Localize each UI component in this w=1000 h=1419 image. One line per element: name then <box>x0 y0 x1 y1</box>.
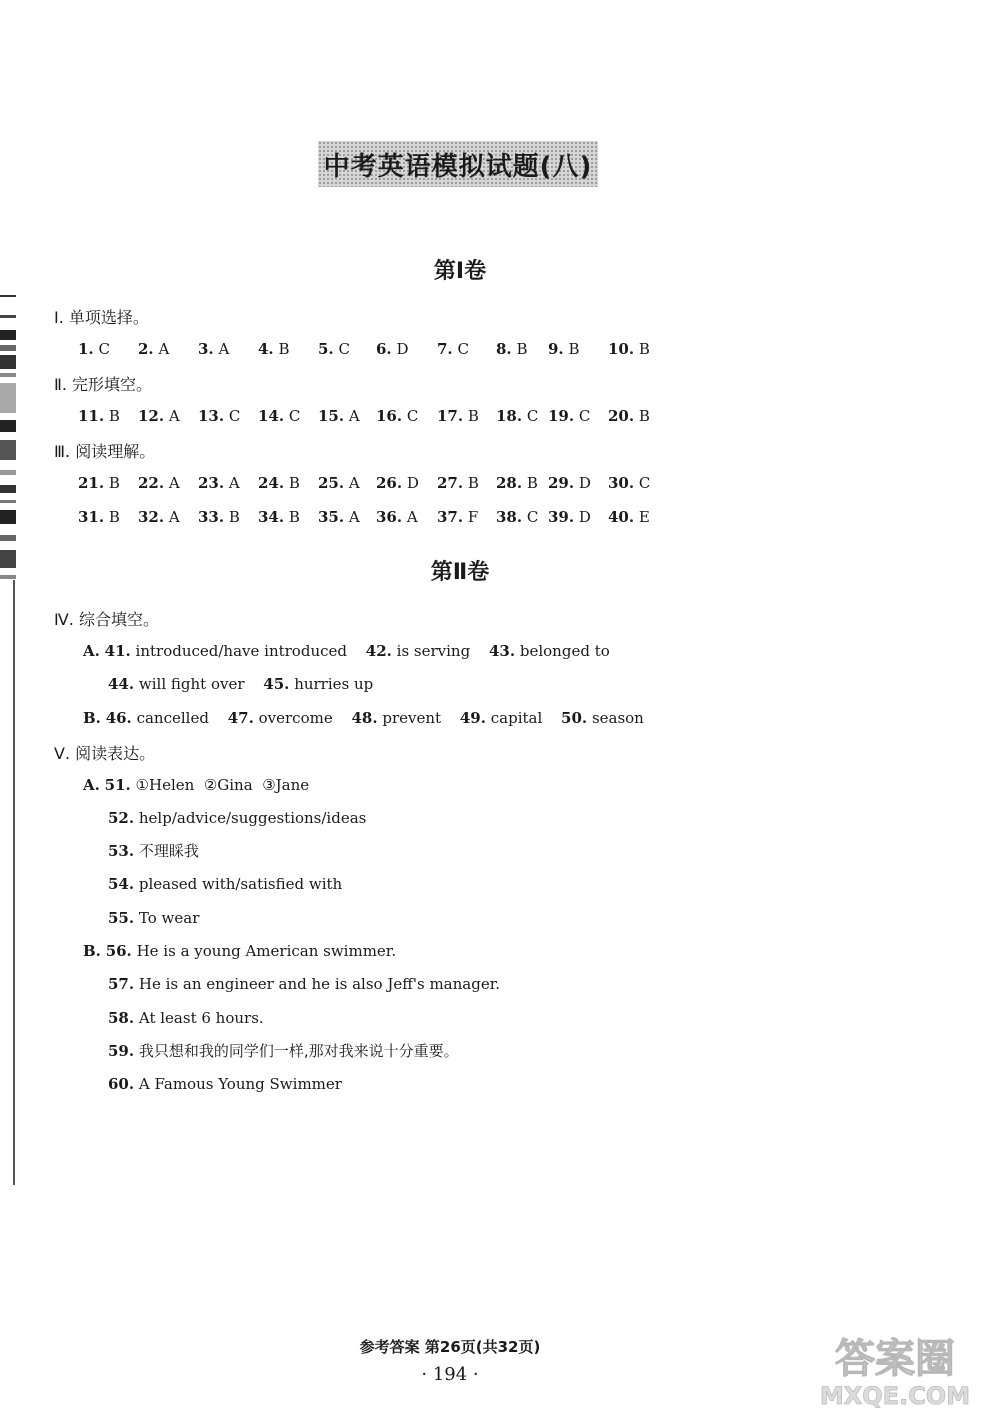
part2-heading: 第Ⅱ卷 <box>430 560 490 585</box>
question-number: 20. <box>608 407 635 425</box>
q47-answer: overcome <box>258 709 333 727</box>
section-4-heading: Ⅳ. 综合填空。 <box>54 610 159 629</box>
scan-edge-line <box>13 580 15 1185</box>
question-number: 39. <box>548 508 575 526</box>
express-line-53 <box>108 840 199 862</box>
q57-number: 57. <box>108 975 135 993</box>
answer-item <box>318 472 360 494</box>
answer-item <box>437 405 479 427</box>
answer-letter: A <box>348 407 360 425</box>
q52-answer: help/advice/suggestions/ideas <box>138 809 367 827</box>
answer-item <box>318 338 350 360</box>
answer-letter: A <box>348 474 360 492</box>
answer-letter: C <box>228 407 241 425</box>
answer-item <box>437 472 479 494</box>
question-number: 14. <box>258 407 285 425</box>
answer-letter: B <box>467 407 479 425</box>
express-line-57 <box>108 973 500 995</box>
q60-number: 60. <box>108 1075 135 1093</box>
question-number: 31. <box>78 508 105 526</box>
express-line-55 <box>108 907 199 929</box>
answer-item <box>548 472 591 494</box>
q43-number: 43. <box>488 642 516 660</box>
answer-letter: C <box>526 407 539 425</box>
question-number: 11. <box>78 407 105 425</box>
answer-letter: C <box>406 407 419 425</box>
q51-answer: ①Helen ②Gina ③Jane <box>135 776 310 794</box>
answer-item <box>548 506 591 528</box>
question-number: 26. <box>376 474 403 492</box>
express-line-54 <box>108 873 342 895</box>
answer-letter: B <box>526 474 538 492</box>
answer-item <box>138 405 180 427</box>
answer-letter: B <box>228 508 240 526</box>
answer-item <box>608 338 650 360</box>
answer-letter: A <box>218 340 230 358</box>
q58-number: 58. <box>108 1009 135 1027</box>
q56-number: 56. <box>105 942 132 960</box>
q45-number: 45. <box>263 675 290 693</box>
question-number: 27. <box>437 474 464 492</box>
watermark-logo <box>800 1320 990 1410</box>
question-number: 29. <box>548 474 575 492</box>
question-number: 17. <box>437 407 464 425</box>
answer-letter: C <box>457 340 469 358</box>
question-number: 21. <box>78 474 105 492</box>
q58-answer: At least 6 hours. <box>138 1009 264 1027</box>
q47-number: 47. <box>227 709 254 727</box>
question-number: 4. <box>258 340 274 358</box>
section-5-heading: Ⅴ. 阅读表达。 <box>54 744 156 763</box>
answer-letter: B <box>288 474 300 492</box>
question-number: 28. <box>496 474 523 492</box>
q44-number: 44. <box>108 675 135 693</box>
q46-answer: cancelled <box>136 709 209 727</box>
answer-item <box>138 472 180 494</box>
section-1-heading: Ⅰ. 单项选择。 <box>54 308 149 327</box>
question-number: 13. <box>198 407 225 425</box>
q50-answer: season <box>591 709 644 727</box>
answer-letter: C <box>288 407 301 425</box>
answer-letter: B <box>108 474 120 492</box>
answer-item <box>78 405 120 427</box>
answer-letter: B <box>288 508 300 526</box>
answer-letter: B <box>278 340 290 358</box>
express-line-51 <box>83 774 309 796</box>
answer-letter: C <box>338 340 350 358</box>
answer-letter: F <box>467 508 479 526</box>
answer-letter: A <box>168 474 180 492</box>
q59-answer: 我只想和我的同学们一样,那对我来说十分重要。 <box>138 1042 459 1060</box>
answer-item <box>376 405 418 427</box>
question-number: 35. <box>318 508 345 526</box>
page-title: 中考英语模拟试题(八) <box>323 151 593 182</box>
q51-number: 51. <box>104 776 131 794</box>
answer-item <box>376 506 418 528</box>
answer-letter: D <box>578 474 591 492</box>
answer-item <box>138 338 169 360</box>
question-number: 34. <box>258 508 285 526</box>
q55-answer: To wear <box>138 909 200 927</box>
footer-reference: 参考答案 第26页(共32页) <box>359 1338 541 1356</box>
answer-item <box>78 506 120 528</box>
question-number: 18. <box>496 407 523 425</box>
question-number: 1. <box>78 340 94 358</box>
q44-answer: will fight over <box>138 675 245 693</box>
answer-item <box>608 506 650 528</box>
answer-letter: B <box>516 340 528 358</box>
answer-letter: D <box>406 474 419 492</box>
q56-answer: He is a young American swimmer. <box>136 942 397 960</box>
q49-number: 49. <box>459 709 486 727</box>
q52-number: 52. <box>108 809 135 827</box>
answer-letter: C <box>98 340 110 358</box>
answer-letter: B <box>108 407 120 425</box>
answer-letter: C <box>578 407 591 425</box>
answer-letter: A <box>168 407 180 425</box>
answer-item <box>258 506 300 528</box>
answer-letter: A <box>168 508 180 526</box>
answer-item <box>437 506 478 528</box>
question-number: 40. <box>608 508 635 526</box>
question-number: 23. <box>198 474 225 492</box>
answer-letter: B <box>638 407 650 425</box>
q48-number: 48. <box>351 709 378 727</box>
group-a-label: A. <box>83 642 100 660</box>
answer-item <box>496 338 527 360</box>
answer-item <box>318 506 360 528</box>
question-number: 6. <box>376 340 392 358</box>
q57-answer: He is an engineer and he is also Jeff's manager. <box>138 975 500 993</box>
q42-number: 42. <box>365 642 392 660</box>
answer-letter: B <box>108 508 120 526</box>
answer-letter: D <box>578 508 591 526</box>
scan-edge-marks <box>0 295 16 585</box>
express-group-b-label: B. <box>83 942 101 960</box>
answer-item <box>496 506 538 528</box>
answer-letter: B <box>467 474 479 492</box>
question-number: 19. <box>548 407 575 425</box>
answer-item <box>496 405 538 427</box>
answer-item <box>258 338 289 360</box>
question-number: 10. <box>608 340 635 358</box>
answer-letter: A <box>158 340 170 358</box>
fill-line-a1 <box>83 640 610 662</box>
question-number: 15. <box>318 407 345 425</box>
question-number: 38. <box>496 508 523 526</box>
q53-number: 53. <box>108 842 135 860</box>
q45-answer: hurries up <box>294 675 374 693</box>
answer-item <box>318 405 360 427</box>
question-number: 36. <box>376 508 403 526</box>
q41-answer: introduced/have introduced <box>135 642 347 660</box>
answer-letter: B <box>638 340 650 358</box>
q60-answer: A Famous Young Swimmer <box>138 1075 342 1093</box>
q54-answer: pleased with/satisfied with <box>138 875 343 893</box>
answer-item <box>198 506 240 528</box>
answer-item <box>548 338 579 360</box>
section-3-heading: Ⅲ. 阅读理解。 <box>54 442 156 461</box>
answer-item <box>198 338 229 360</box>
question-number: 37. <box>437 508 464 526</box>
q55-number: 55. <box>108 909 135 927</box>
answer-item <box>138 506 180 528</box>
q54-number: 54. <box>108 875 135 893</box>
q46-number: 46. <box>105 709 132 727</box>
express-line-59 <box>108 1040 459 1062</box>
q53-answer: 不理睬我 <box>138 842 199 860</box>
express-line-60 <box>108 1073 342 1095</box>
fill-line-a2 <box>108 673 373 695</box>
q42-answer: is serving <box>396 642 471 660</box>
watermark-text: 答案圈 <box>835 1336 955 1382</box>
express-line-58 <box>108 1007 264 1029</box>
answer-item <box>376 472 419 494</box>
answer-item <box>608 472 650 494</box>
answer-letter: A <box>406 508 418 526</box>
answer-letter: C <box>638 474 651 492</box>
part1-heading: 第Ⅰ卷 <box>433 259 487 284</box>
question-number: 3. <box>198 340 214 358</box>
question-number: 30. <box>608 474 635 492</box>
question-number: 12. <box>138 407 165 425</box>
question-number: 7. <box>437 340 453 358</box>
question-number: 16. <box>376 407 403 425</box>
group-b-label: B. <box>83 709 101 727</box>
question-number: 24. <box>258 474 285 492</box>
question-number: 5. <box>318 340 334 358</box>
answer-item <box>198 472 240 494</box>
answer-item <box>258 472 300 494</box>
q50-number: 50. <box>561 709 588 727</box>
answer-letter: A <box>348 508 360 526</box>
answer-item <box>78 338 110 360</box>
q48-answer: prevent <box>382 709 442 727</box>
answer-item <box>548 405 590 427</box>
answer-item <box>437 338 469 360</box>
question-number: 8. <box>496 340 512 358</box>
express-line-52 <box>108 807 366 829</box>
q43-answer: belonged to <box>519 642 610 660</box>
answer-item <box>258 405 300 427</box>
answer-item <box>496 472 538 494</box>
answer-item <box>198 405 240 427</box>
answer-item <box>608 405 650 427</box>
question-number: 32. <box>138 508 165 526</box>
answer-letter: B <box>568 340 580 358</box>
question-number: 9. <box>548 340 564 358</box>
fill-line-b <box>83 707 644 729</box>
answer-letter: D <box>396 340 409 358</box>
title-banner <box>318 141 598 187</box>
answer-letter: A <box>228 474 240 492</box>
q59-number: 59. <box>108 1042 135 1060</box>
question-number: 2. <box>138 340 154 358</box>
answer-letter: C <box>526 508 539 526</box>
section-2-heading: Ⅱ. 完形填空。 <box>54 375 153 394</box>
answer-letter: E <box>638 508 650 526</box>
answer-item <box>78 472 120 494</box>
express-group-a-label: A. <box>83 776 100 794</box>
express-line-56 <box>83 940 396 962</box>
question-number: 33. <box>198 508 225 526</box>
watermark-url: MXQE.COM <box>819 1382 971 1410</box>
question-number: 22. <box>138 474 165 492</box>
q49-answer: capital <box>490 709 543 727</box>
page-number: · 194 · <box>421 1364 479 1385</box>
question-number: 25. <box>318 474 345 492</box>
answer-item <box>376 338 408 360</box>
q41-number: 41. <box>104 642 131 660</box>
